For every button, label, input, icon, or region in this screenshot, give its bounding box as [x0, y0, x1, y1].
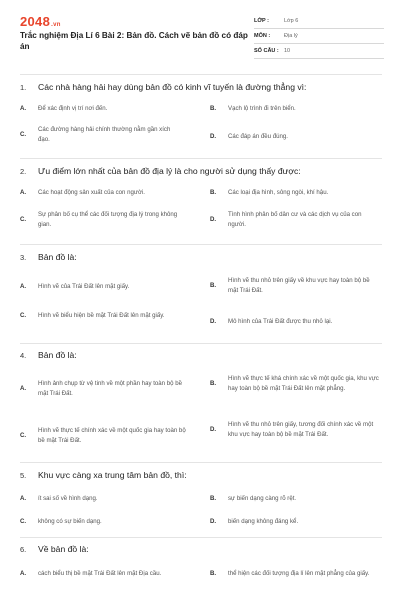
meta-row-subject: MÔN : Địa lý — [254, 29, 384, 44]
answer-option[interactable]: B. Các loại địa hình, sông ngòi, khí hậu. — [210, 189, 329, 196]
answer-option[interactable]: C. Các đường hàng hải chính thường nằm gần xích đạo. — [20, 126, 171, 143]
quiz-meta — [254, 14, 384, 59]
divider — [20, 462, 382, 463]
answer-option[interactable]: C. Sự phân bố cụ thể các đối tượng địa lý trong không gian. — [20, 211, 178, 228]
answer-option[interactable]: B. Vạch lộ trình đi trên biển. — [210, 105, 296, 112]
answer-option[interactable]: A. cách biểu thị bề mặt Trái Đất lên mặt Địa cầu. — [20, 570, 162, 577]
question-stem: 3. Bản đồ là: — [20, 252, 77, 262]
answer-option[interactable]: A. Để xác định vị trí nơi đến. — [20, 105, 108, 112]
answer-option[interactable]: B. sự biến dạng càng rõ rệt. — [210, 495, 297, 502]
question-stem: 6. Về bản đồ là: — [20, 544, 89, 554]
answer-option[interactable]: B. Hình vẽ thu nhỏ trên giấy về khu vực hay toàn bộ bề mặt Trái Đất. — [210, 277, 370, 294]
question-stem: 4. Bản đồ là: — [20, 350, 77, 360]
meta-row-class: LỚP : Lớp 6 — [254, 14, 384, 29]
answer-option[interactable]: C. Hình vẽ thực tế chính xác về một quốc gia hay toàn bộ bề mặt Trái Đất. — [20, 427, 186, 444]
divider — [20, 158, 382, 159]
page-header — [0, 0, 400, 66]
divider — [20, 244, 382, 245]
answer-option[interactable]: A. Hình vẽ của Trái Đất lên mặt giấy. — [20, 283, 130, 290]
divider — [20, 537, 382, 538]
divider — [20, 343, 382, 344]
divider — [20, 74, 382, 75]
answer-option[interactable]: A. Hình ảnh chụp từ vệ tinh về một phần hay toàn bộ bề mặt Trái Đất. — [20, 380, 182, 397]
question-stem: 2. Ưu điểm lớn nhất của bản đồ địa lý là cho người sử dụng thấy được: — [20, 166, 301, 176]
answer-option[interactable]: D. Tình hình phân bố dân cư và các dịch vụ của con người. — [210, 211, 362, 228]
page-title: Trắc nghiệm Địa Lí 6 Bài 2: Bản đồ. Cách vẽ bản đồ có đáp án — [20, 31, 248, 51]
answer-option[interactable]: D. Các đáp án đều đúng. — [210, 133, 288, 140]
answer-option[interactable]: D. Hình vẽ thu nhỏ trên giấy, tương đối chính xác về một khu vực hay toàn bộ bề mặt Trái Đất. — [210, 421, 374, 438]
question-stem: 1. Các nhà hàng hải hay dùng bản đồ có kinh vĩ tuyến là đường thẳng vì: — [20, 82, 307, 92]
answer-option[interactable]: A. ít sai số về hình dạng. — [20, 495, 98, 502]
site-logo[interactable]: 2048.vn — [20, 14, 61, 29]
answer-option[interactable]: B. thể hiện các đối tượng địa lí lên mặt phẳng của giấy. — [210, 570, 370, 577]
answer-option[interactable]: A. Các hoạt động sản xuất của con người. — [20, 189, 145, 196]
answer-option[interactable]: B. Hình vẽ thực tế khá chính xác về một quốc gia, khu vực hay toàn bộ bề mặt Trái Đất lên mặt phẳng. — [210, 375, 379, 392]
meta-row-count: SỐ CÂU : 10 — [254, 44, 384, 59]
answer-option[interactable]: C. Hình vẽ biểu hiện bề mặt Trái Đất lên mặt giấy. — [20, 312, 165, 319]
answer-option[interactable]: D. Mô hình của Trái Đất được thu nhỏ lại. — [210, 318, 333, 325]
answer-option[interactable]: D. biến dạng không đáng kể. — [210, 518, 299, 525]
answer-option[interactable]: C. không có sự biến dạng. — [20, 518, 102, 525]
question-stem: 5. Khu vực càng xa trung tâm bản đồ, thì: — [20, 470, 187, 480]
